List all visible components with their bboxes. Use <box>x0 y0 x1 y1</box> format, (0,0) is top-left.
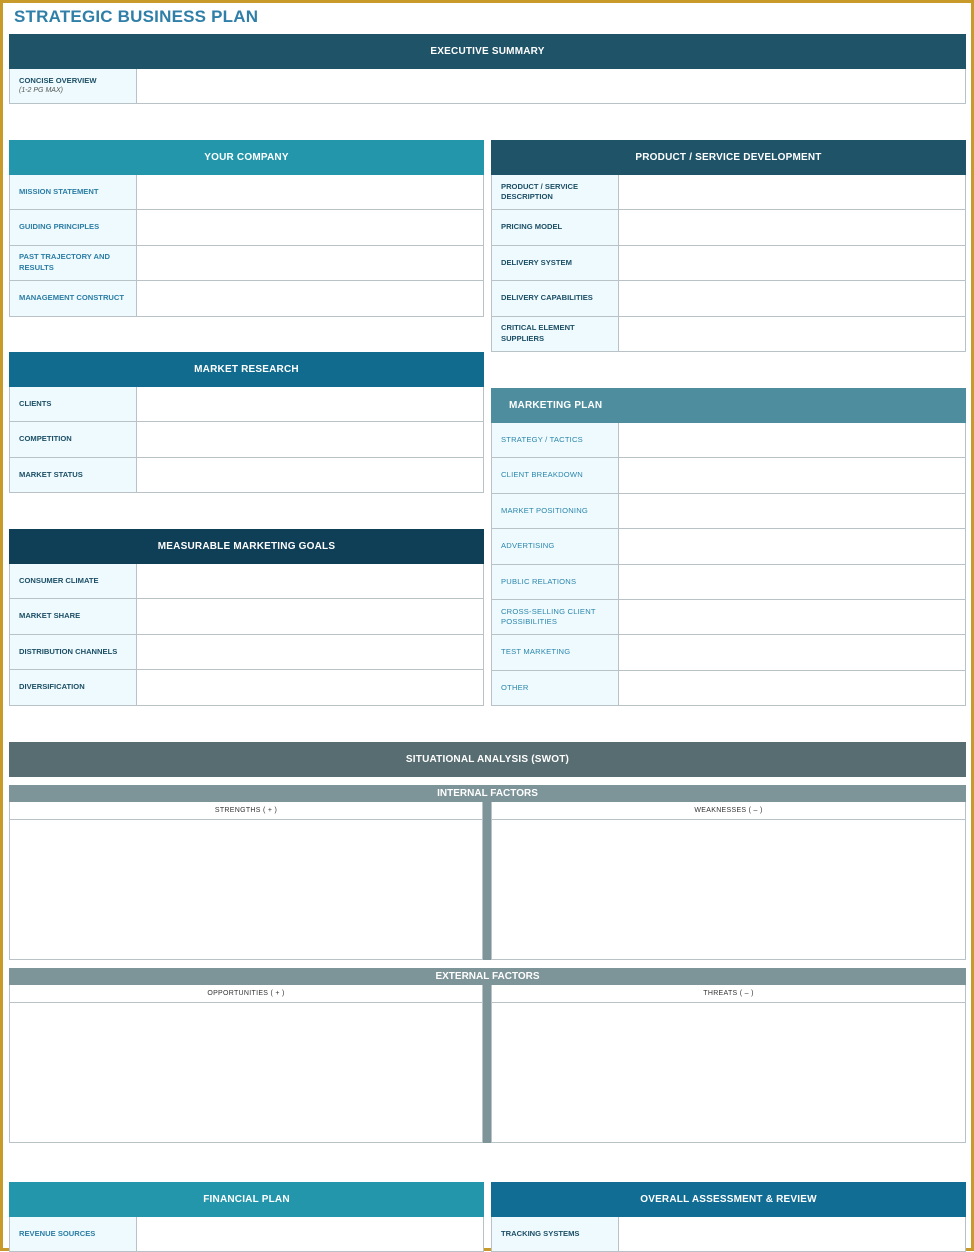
form-row <box>9 210 484 245</box>
external-factors-header: EXTERNAL FACTORS <box>9 968 966 985</box>
form-row <box>9 635 484 670</box>
row-label: PRODUCT / SERVICE DESCRIPTION <box>492 175 619 209</box>
row-input-field[interactable] <box>137 670 483 704</box>
form-row <box>491 210 966 245</box>
row-label: CROSS-SELLING CLIENT POSSIBILITIES <box>492 600 619 634</box>
external-factors-body <box>9 985 966 1143</box>
row-input-field[interactable] <box>137 422 483 456</box>
strengths-column[interactable] <box>9 802 483 960</box>
internal-factors-body <box>9 802 966 960</box>
your-company-header: YOUR COMPANY <box>9 140 484 175</box>
form-row <box>491 600 966 635</box>
product-development-section <box>491 140 966 352</box>
threats-column[interactable] <box>491 985 966 1143</box>
row-label: PUBLIC RELATIONS <box>492 565 619 599</box>
row-input-field[interactable] <box>137 599 483 633</box>
opportunities-column[interactable] <box>9 985 483 1143</box>
executive-summary-header: EXECUTIVE SUMMARY <box>9 34 966 69</box>
row-label: PRICING MODEL <box>492 210 619 244</box>
row-label: CLIENTS <box>10 387 137 421</box>
row-label: STRATEGY / TACTICS <box>492 423 619 457</box>
market-research-section <box>9 352 484 493</box>
marketing-plan-rows <box>491 423 966 706</box>
executive-summary-section <box>9 34 966 104</box>
form-row <box>9 387 484 422</box>
form-row <box>9 599 484 634</box>
marketing-plan-header: MARKETING PLAN <box>491 388 966 423</box>
row-input-field[interactable] <box>619 1217 965 1251</box>
row-input-field[interactable] <box>619 671 965 705</box>
form-row <box>491 281 966 316</box>
row-input-field[interactable] <box>619 565 965 599</box>
form-row <box>491 635 966 670</box>
form-row <box>491 317 966 352</box>
row-label: MARKET POSITIONING <box>492 494 619 528</box>
your-company-rows <box>9 175 484 317</box>
form-row <box>491 246 966 281</box>
row-label: PAST TRAJECTORY AND RESULTS <box>10 246 137 280</box>
row-label: COMPETITION <box>10 422 137 456</box>
form-row <box>491 529 966 564</box>
form-row <box>9 458 484 493</box>
form-row <box>491 565 966 600</box>
overall-assessment-section <box>491 1182 966 1252</box>
row-input-field[interactable] <box>619 529 965 563</box>
swot-header: SITUATIONAL ANALYSIS (SWOT) <box>9 742 966 777</box>
row-input-field[interactable] <box>619 246 965 280</box>
column-divider <box>483 985 491 1143</box>
row-label: DISTRIBUTION CHANNELS <box>10 635 137 669</box>
row-label: CONSUMER CLIMATE <box>10 564 137 598</box>
form-row <box>9 246 484 281</box>
row-input-field[interactable] <box>137 210 483 244</box>
overall-assessment-header: OVERALL ASSESSMENT & REVIEW <box>491 1182 966 1217</box>
marketing-goals-header: MEASURABLE MARKETING GOALS <box>9 529 484 564</box>
form-row <box>491 458 966 493</box>
opportunities-heading: OPPORTUNITIES ( + ) <box>10 985 482 1003</box>
row-input-field[interactable] <box>137 175 483 209</box>
concise-overview-field[interactable] <box>137 69 965 103</box>
row-label: CRITICAL ELEMENT SUPPLIERS <box>492 317 619 351</box>
row-label: REVENUE SOURCES <box>10 1217 137 1251</box>
row-input-field[interactable] <box>137 246 483 280</box>
row-input-field[interactable] <box>137 458 483 492</box>
column-divider <box>483 802 491 960</box>
row-input-field[interactable] <box>137 635 483 669</box>
page-title: STRATEGIC BUSINESS PLAN <box>14 7 259 26</box>
form-row <box>9 175 484 210</box>
form-row <box>9 422 484 457</box>
concise-overview-row <box>9 69 966 104</box>
row-label: MANAGEMENT CONSTRUCT <box>10 281 137 315</box>
concise-overview-note: (1-2 PG MAX) <box>19 87 63 95</box>
row-label: TEST MARKETING <box>492 635 619 669</box>
form-row <box>9 1217 484 1252</box>
marketing-goals-rows <box>9 564 484 706</box>
row-label: MISSION STATEMENT <box>10 175 137 209</box>
concise-overview-label <box>10 69 137 103</box>
row-label: MARKET STATUS <box>10 458 137 492</box>
form-row <box>491 1217 966 1252</box>
row-label: CLIENT BREAKDOWN <box>492 458 619 492</box>
form-row <box>9 281 484 316</box>
row-label: OTHER <box>492 671 619 705</box>
row-input-field[interactable] <box>619 600 965 634</box>
row-input-field[interactable] <box>137 1217 483 1251</box>
overall-assessment-rows <box>491 1217 966 1252</box>
financial-plan-section <box>9 1182 484 1252</box>
row-input-field[interactable] <box>619 635 965 669</box>
product-development-rows <box>491 175 966 352</box>
row-input-field[interactable] <box>137 564 483 598</box>
row-input-field[interactable] <box>619 210 965 244</box>
form-row <box>491 175 966 210</box>
form-row <box>491 494 966 529</box>
weaknesses-heading: WEAKNESSES ( – ) <box>492 802 965 820</box>
concise-overview-title: CONCISE OVERVIEW <box>19 75 97 85</box>
row-input-field[interactable] <box>619 281 965 315</box>
row-input-field[interactable] <box>619 458 965 492</box>
row-label: DELIVERY CAPABILITIES <box>492 281 619 315</box>
row-input-field[interactable] <box>619 423 965 457</box>
form-row <box>9 564 484 599</box>
row-label: ADVERTISING <box>492 529 619 563</box>
row-label: DIVERSIFICATION <box>10 670 137 704</box>
your-company-section <box>9 140 484 317</box>
row-label: TRACKING SYSTEMS <box>492 1217 619 1251</box>
form-row <box>491 671 966 706</box>
row-label: MARKET SHARE <box>10 599 137 633</box>
marketing-goals-section <box>9 529 484 706</box>
weaknesses-column[interactable] <box>491 802 966 960</box>
financial-plan-header: FINANCIAL PLAN <box>9 1182 484 1217</box>
form-row <box>491 423 966 458</box>
row-input-field[interactable] <box>137 387 483 421</box>
row-input-field[interactable] <box>137 281 483 315</box>
form-row <box>9 670 484 705</box>
strengths-heading: STRENGTHS ( + ) <box>10 802 482 820</box>
row-label: DELIVERY SYSTEM <box>492 246 619 280</box>
row-input-field[interactable] <box>619 494 965 528</box>
swot-section <box>9 742 966 1143</box>
financial-plan-rows <box>9 1217 484 1252</box>
product-development-header: PRODUCT / SERVICE DEVELOPMENT <box>491 140 966 175</box>
row-input-field[interactable] <box>619 317 965 351</box>
marketing-plan-section <box>491 388 966 706</box>
threats-heading: THREATS ( – ) <box>492 985 965 1003</box>
row-input-field[interactable] <box>619 175 965 209</box>
internal-factors-header: INTERNAL FACTORS <box>9 785 966 802</box>
market-research-header: MARKET RESEARCH <box>9 352 484 387</box>
row-label: GUIDING PRINCIPLES <box>10 210 137 244</box>
market-research-rows <box>9 387 484 493</box>
